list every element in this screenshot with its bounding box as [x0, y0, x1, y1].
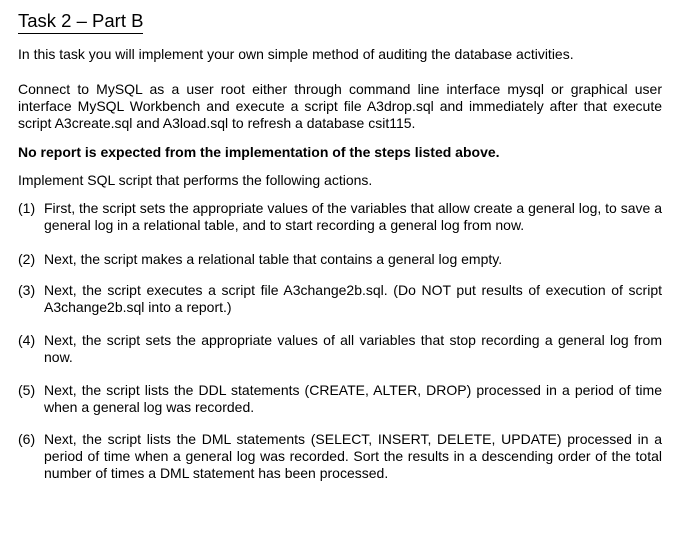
- list-item: [18, 282, 662, 316]
- step-number: (6): [18, 431, 36, 447]
- step-text: Next, the script lists the DML statements (SELECT, INSERT, DELETE, UPDATE) processed in a period of time when a general log was recorded. Sort the results in a descending order of the total number of times a DML statement has been processed.: [44, 431, 662, 481]
- implement-paragraph: Implement SQL script that performs the following actions.: [18, 172, 373, 188]
- step-text: Next, the script makes a relational table that contains a general log empty.: [44, 251, 503, 267]
- no-report-notice: No report is expected from the implementation of the steps listed above.: [18, 144, 500, 160]
- list-item: [18, 200, 662, 234]
- list-item: [18, 431, 662, 482]
- step-text: Next, the script executes a script file A3change2b.sql. (Do NOT put results of execution of script A3change2b.sql into a report.): [44, 282, 662, 315]
- step-number: (3): [18, 282, 36, 298]
- step-number: (2): [18, 251, 36, 267]
- step-number: (4): [18, 332, 36, 348]
- step-text: Next, the script lists the DDL statements (CREATE, ALTER, DROP) processed in a period of time when a general log was recorded.: [44, 382, 662, 415]
- step-number: (1): [18, 200, 36, 216]
- list-item: [18, 251, 662, 268]
- connect-paragraph: Connect to MySQL as a user root either through command line interface mysql or graphical user interface MySQL Workbench and execute a script file A3drop.sql and immediately after that execute script A3create.sql and A3load.sql to refresh a database csit115.: [18, 81, 662, 131]
- document-page: [18, 10, 662, 482]
- list-item: [18, 332, 662, 366]
- page-title: Task 2 – Part B: [18, 10, 143, 34]
- intro-paragraph: In this task you will implement your own simple method of auditing the database activities.: [18, 46, 574, 62]
- step-text: First, the script sets the appropriate values of the variables that allow create a general log, to save a general log in a relational table, and to start recording a general log from now.: [44, 200, 662, 233]
- list-item: [18, 382, 662, 416]
- step-text: Next, the script sets the appropriate values of all variables that stop recording a general log from now.: [44, 332, 662, 365]
- step-number: (5): [18, 382, 36, 398]
- steps-list: [18, 200, 662, 482]
